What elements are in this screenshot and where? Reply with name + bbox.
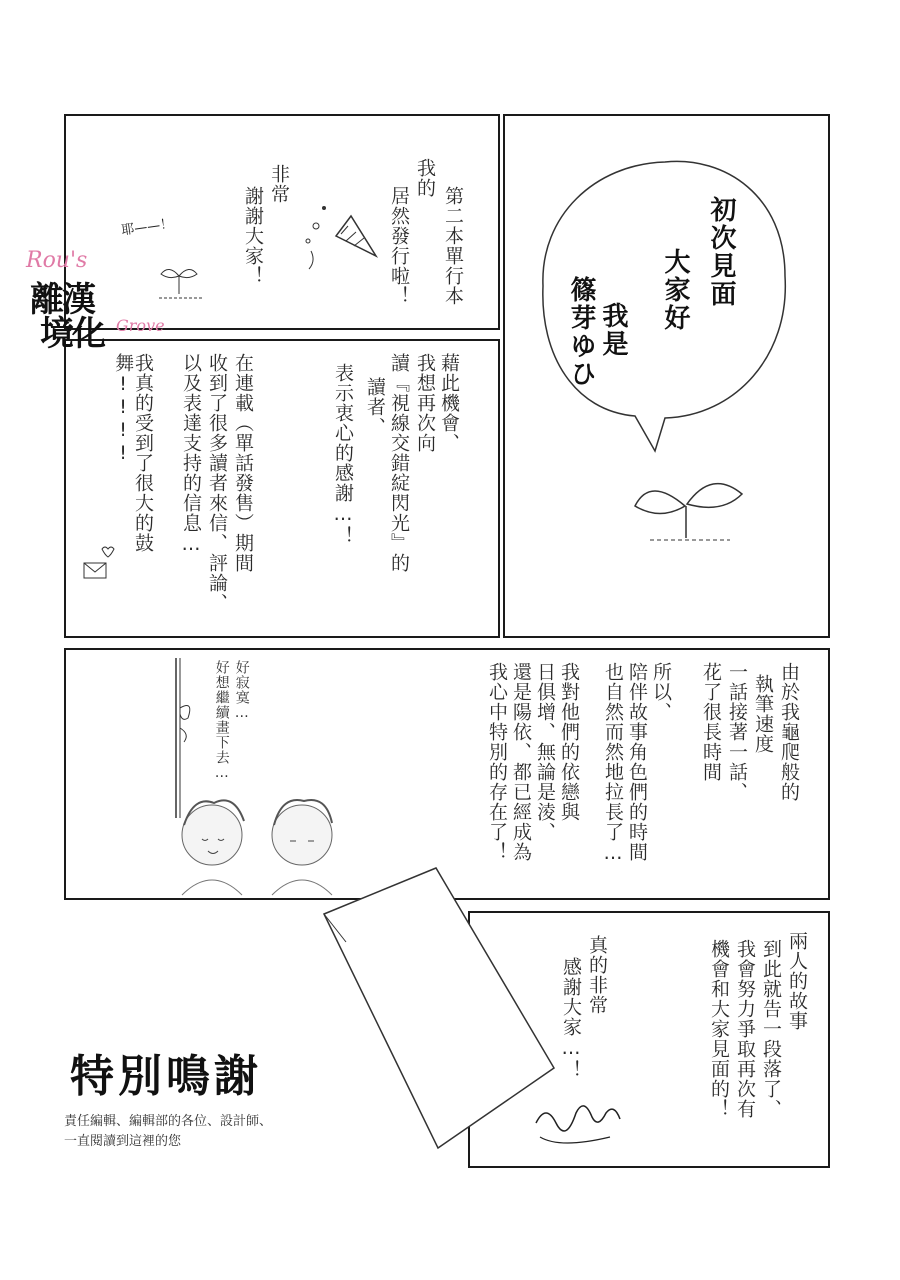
panel5-text-6: 感謝大家…！ [560, 957, 582, 1080]
panel4-text-9: 日俱增、無論是淩、 [534, 662, 556, 842]
panel5-text-1: 兩人的故事 [786, 931, 808, 1031]
panel4-text-1: 由於我龜爬般的 [778, 662, 800, 802]
tilted-paper-sheet [318, 862, 582, 1152]
panel4-text-10: 還是陽依、都已經成為 [510, 662, 532, 862]
panel1-text-1: 我的 [414, 158, 436, 198]
greeting-line-4: 篠芽ゆひ [566, 276, 596, 388]
panel4-text-4: 花了很長時間 [700, 662, 722, 782]
watermark-line-3: 境化 [40, 314, 104, 354]
panel5-text-4: 機會和大家見面的！ [708, 939, 730, 1119]
greeting-line-2: 大家好 [660, 248, 690, 332]
panel4-text-6: 陪伴故事角色們的時間 [626, 662, 648, 862]
panel5-text-5: 真的非常 [586, 935, 608, 1015]
letter-icon [80, 541, 120, 591]
panel3-text-3: 讀『視線交錯綻閃光』的 [388, 353, 410, 573]
panel4-text-8: 我對他們的依戀與 [558, 662, 580, 822]
panel4-text-2: 執筆速度 [752, 674, 774, 754]
watermark-line-1: Rou's [26, 248, 88, 273]
sfx-text: 耶——！ [120, 216, 175, 239]
panel3-text-8: 以及表達支持的信息… [180, 353, 202, 556]
party-popper-icon [296, 196, 386, 276]
watermark-line-2: 離漢 [30, 280, 94, 320]
panel5-text-3: 我會努力爭取再次有 [734, 939, 756, 1119]
sprout-icon [635, 466, 745, 546]
panel3-text-6: 在連載（單話發售）期間 [232, 353, 254, 573]
panel3-text-2: 我想再次向 [414, 353, 436, 453]
panel4-text-5: 所以、 [650, 662, 672, 722]
panel4-text-7: 也自然而然地拉長了… [602, 662, 624, 865]
panel5-text-2: 到此就告一段落了、 [760, 939, 782, 1119]
panel4-text-11: 我心中特別的存在了！ [486, 662, 508, 862]
panel3-text-1: 藉此機會、 [438, 353, 460, 453]
greeting-line-3: 我是 [598, 302, 628, 358]
panel1-text-5: 謝謝大家！ [242, 186, 264, 286]
panel3-text-5: 表示衷心的感謝…！ [332, 363, 354, 546]
greeting-line-1: 初次見面 [706, 196, 736, 308]
panel4-bubble-2: 好想繼續畫下去… [213, 660, 230, 782]
panel4-text-3: 一話接著一話、 [726, 662, 748, 802]
panel3-text-7: 收到了很多讀者來信、評論、 [206, 353, 228, 613]
special-thanks-title: 特別鳴謝 [70, 1051, 262, 1102]
panel3-text-9: 我真的受到了很大的鼓舞!!!! [112, 353, 154, 553]
watermark-line-4: Grove [116, 316, 165, 335]
panel-thanks-readers [64, 339, 500, 638]
special-thanks-line-2: 一直閱讀到這裡的您 [64, 1134, 182, 1149]
watermark-logo [16, 248, 165, 354]
sprout-doodle-icon [154, 236, 214, 306]
panel4-bubble-1: 好寂寞… [233, 660, 250, 722]
panel-greeting [503, 114, 830, 638]
special-thanks-line-1: 責任編輯、編輯部的各位、設計師、 [64, 1114, 273, 1129]
panel1-text-2: 第二本單行本 [442, 186, 464, 306]
panel3-text-4: 讀者、 [364, 377, 386, 437]
panel1-text-3: 居然發行啦！ [388, 186, 410, 306]
panel1-text-4: 非常 [268, 164, 290, 204]
